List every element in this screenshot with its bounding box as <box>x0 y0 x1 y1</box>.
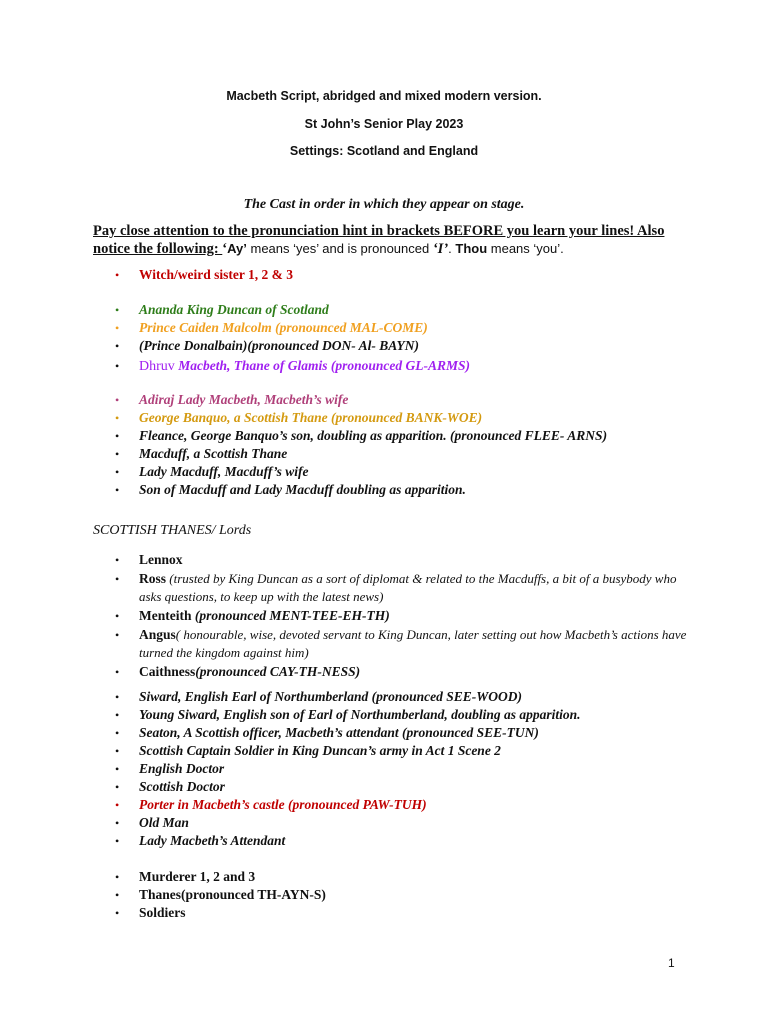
bullet-icon: • <box>115 834 120 848</box>
cast-member: Old Man <box>139 815 189 830</box>
list-item <box>0 319 768 337</box>
means-you: means ‘you’. <box>487 241 564 256</box>
cast-list-others <box>0 688 768 850</box>
list-item <box>0 427 768 445</box>
bullet-icon: • <box>115 572 120 586</box>
bullet-icon: • <box>115 665 120 679</box>
settings-line: Settings: Scotland and England <box>289 144 479 158</box>
cast-member: Porter in Macbeth’s castle (pronounced PAW-TUH) <box>139 797 427 812</box>
thane-note: ( honourable, wise, devoted servant to King Duncan, later setting out how Macbeth’s actions have turned the kingdom against him) <box>139 627 687 660</box>
list-item <box>0 301 768 319</box>
cast-intro: The Cast in order in which they appear on stage. <box>243 197 525 212</box>
bullet-icon: • <box>115 744 120 758</box>
means-yes: means ‘yes’ and is pronounced <box>246 241 433 256</box>
cast-member: Witch/weird sister 1, 2 & 3 <box>139 267 293 282</box>
bullet-icon: • <box>115 393 120 407</box>
bullet-icon: • <box>115 798 120 812</box>
bullet-icon: • <box>115 816 120 830</box>
bullet-icon: • <box>115 339 120 353</box>
bullet-icon: • <box>115 447 120 461</box>
cast-list-thanes <box>0 551 768 681</box>
bullet-icon: • <box>115 268 120 282</box>
list-item <box>0 742 768 760</box>
list-item <box>0 814 768 832</box>
list-item <box>0 409 768 427</box>
section-heading-thanes: SCOTTISH THANES/ Lords <box>93 523 252 538</box>
list-item <box>0 796 768 814</box>
list-item <box>0 832 768 850</box>
production-line: St John’s Senior Play 2023 <box>304 117 464 131</box>
bullet-icon: • <box>115 321 120 335</box>
cast-list-royals <box>0 301 768 376</box>
actor-name: Dhruv <box>139 359 179 374</box>
list-item <box>0 760 768 778</box>
cast-member: Son of Macduff and Lady Macduff doubling as apparition. <box>139 482 466 497</box>
cast-member: Scottish Captain Soldier in King Duncan’s army in Act 1 Scene 2 <box>139 743 501 758</box>
period: . <box>448 241 456 256</box>
list-item <box>0 481 768 499</box>
cast-member: George Banquo, a Scottish Thane (pronounced BANK-WOE) <box>139 410 483 425</box>
bullet-icon: • <box>115 609 120 623</box>
bullet-icon: • <box>115 411 120 425</box>
bullet-icon: • <box>115 429 120 443</box>
bullet-icon: • <box>115 553 120 567</box>
list-item <box>0 445 768 463</box>
list-item <box>0 626 768 662</box>
list-item <box>0 886 768 904</box>
list-item <box>0 337 768 355</box>
page-number: 1 <box>668 956 675 970</box>
cast-member: English Doctor <box>139 761 225 776</box>
list-item <box>0 570 768 606</box>
cast-member: Murderer 1, 2 and 3 <box>139 869 256 884</box>
bullet-icon: • <box>115 906 120 920</box>
bullet-icon: • <box>115 628 120 642</box>
list-item <box>0 904 768 922</box>
pronunciation-notice <box>93 223 693 258</box>
bullet-icon: • <box>115 780 120 794</box>
bullet-icon: • <box>115 303 120 317</box>
cast-member: Ananda King Duncan of Scotland <box>139 302 329 317</box>
cast-member: Siward, English Earl of Northumberland (pronounced SEE-WOOD) <box>139 689 522 704</box>
thane-name: Ross <box>139 571 167 586</box>
cast-member: Macbeth, Thane of Glamis (pronounced GL-ARMS) <box>178 358 471 373</box>
notice-main: Pay close attention to the pronunciation hint in brackets BEFORE you learn your lines! Also notice the following: <box>93 223 665 257</box>
bullet-icon: • <box>115 690 120 704</box>
cast-member: (Prince Donalbain)(pronounced DON- Al- BAYN) <box>139 338 420 353</box>
cast-member: Scottish Doctor <box>139 779 225 794</box>
cast-member: Thanes(pronounced TH-AYN-S) <box>139 887 326 902</box>
list-item <box>0 706 768 724</box>
thane-note: (pronounced CAY-TH-NESS) <box>195 664 361 679</box>
list-item <box>0 663 768 681</box>
list-item <box>0 724 768 742</box>
bullet-icon: • <box>115 726 120 740</box>
thane-name: Lennox <box>139 552 183 567</box>
list-item <box>0 357 768 376</box>
thou-word: Thou <box>455 241 488 256</box>
cast-list-extras <box>0 868 768 922</box>
thane-note: (trusted by King Duncan as a sort of diplomat & related to the Macduffs, a bit of a busybody who asks questions, to keep up with the latest news) <box>139 571 677 604</box>
list-item <box>0 778 768 796</box>
list-item <box>0 266 768 284</box>
bullet-icon: • <box>115 708 120 722</box>
bullet-icon: • <box>115 870 120 884</box>
i-word: ‘I’ <box>432 241 449 257</box>
bullet-icon: • <box>115 762 120 776</box>
cast-member: Young Siward, English son of Earl of Northumberland, doubling as apparition. <box>139 707 581 722</box>
cast-list-witches <box>0 266 768 284</box>
list-item <box>0 868 768 886</box>
cast-member: Seaton, A Scottish officer, Macbeth’s attendant (pronounced SEE-TUN) <box>139 725 539 740</box>
document-title: Macbeth Script, abridged and mixed modern version. <box>226 89 542 103</box>
list-item <box>0 391 768 409</box>
list-item <box>0 551 768 569</box>
ay-word: Ay’ <box>227 241 247 256</box>
cast-member: Soldiers <box>139 905 186 920</box>
cast-member: Fleance, George Banquo’s son, doubling as apparition. (pronounced FLEE- ARNS) <box>139 428 608 443</box>
quote-open: ‘ <box>222 241 228 257</box>
cast-member: Macduff, a Scottish Thane <box>139 446 288 461</box>
list-item <box>0 607 768 625</box>
cast-list-main <box>0 391 768 499</box>
bullet-icon: • <box>115 483 120 497</box>
bullet-icon: • <box>115 888 120 902</box>
thane-name: Caithness <box>139 664 196 679</box>
bullet-icon: • <box>115 359 120 373</box>
thane-note: (pronounced MENT-TEE-EH-TH) <box>191 608 390 623</box>
cast-member: Adiraj Lady Macbeth, Macbeth’s wife <box>139 392 349 407</box>
cast-member: Prince Caiden Malcolm (pronounced MAL-COME) <box>139 320 428 335</box>
thane-name: Menteith <box>139 608 192 623</box>
thane-name: Angus <box>139 627 176 642</box>
cast-member: Lady Macbeth’s Attendant <box>139 833 286 848</box>
cast-member: Lady Macduff, Macduff’s wife <box>139 464 309 479</box>
list-item <box>0 463 768 481</box>
list-item <box>0 688 768 706</box>
bullet-icon: • <box>115 465 120 479</box>
